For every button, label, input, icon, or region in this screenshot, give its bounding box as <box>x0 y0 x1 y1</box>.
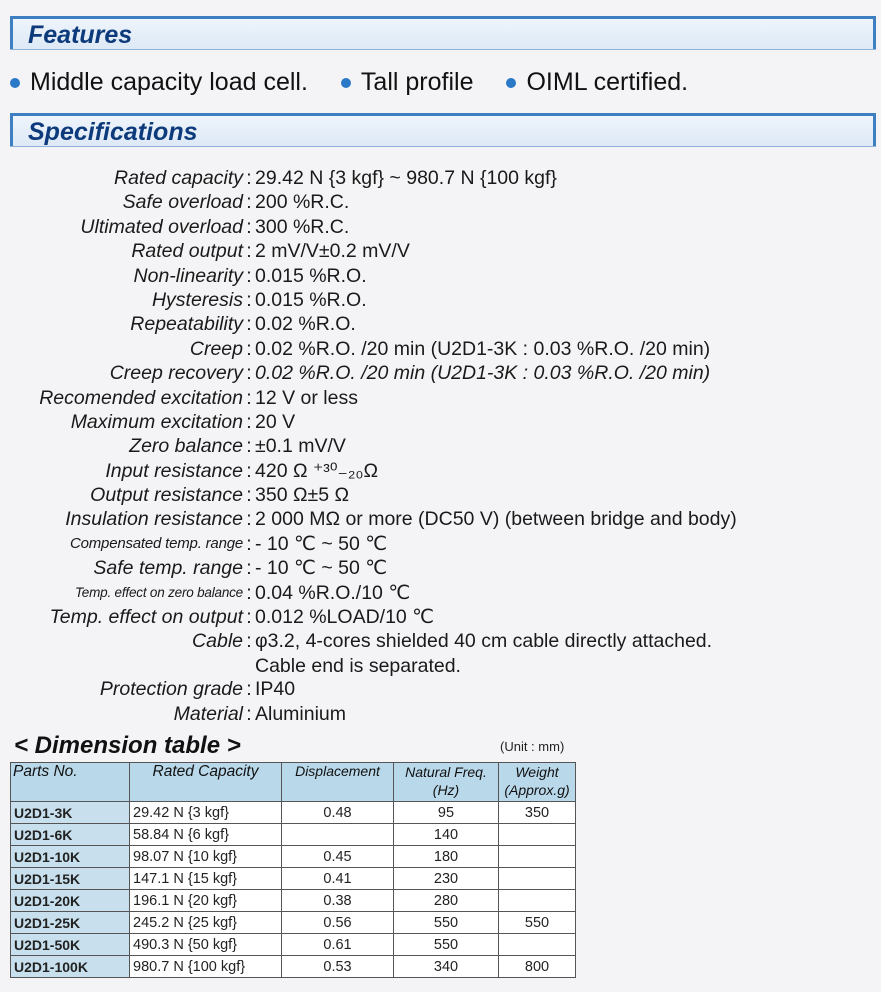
spec-value: 2 mV/V±0.2 mV/V <box>255 240 410 263</box>
natural-freq-cell: 180 <box>394 846 499 868</box>
spec-value: 0.015 %R.O. <box>255 264 367 287</box>
features-header-bar <box>10 16 876 50</box>
spec-row: Input resistance : 420 Ω ⁺³⁰₋₂₀Ω <box>0 459 881 483</box>
rated-capacity-cell: 980.7 N {100 kgf} <box>130 956 282 978</box>
spec-label: Ultimated overload <box>80 215 243 238</box>
spec-value: 200 %R.C. <box>255 191 350 214</box>
natural-freq-cell: 230 <box>394 868 499 890</box>
spec-value: 0.015 %R.O. <box>255 288 367 311</box>
weight-cell: 550 <box>499 912 576 934</box>
spec-row: Hysteresis : 0.015 %R.O. <box>0 288 881 312</box>
spec-label: Material <box>173 702 243 725</box>
dimension-table <box>10 762 576 978</box>
cable-line-1: φ3.2, 4-cores shielded 40 cm cable directly attached. <box>255 630 713 653</box>
spec-value: 0.02 %R.O. /20 min (U2D1-3K : 0.03 %R.O. /20 min) <box>255 362 711 385</box>
bullet-icon <box>10 78 20 88</box>
part-no-cell: U2D1-15K <box>11 868 130 890</box>
spec-value: 300 %R.C. <box>255 215 350 238</box>
part-no-cell: U2D1-3K <box>11 802 130 824</box>
spec-row: Maximum excitation : 20 V <box>0 410 881 434</box>
spec-value: 20 V <box>255 410 296 433</box>
part-no-cell: U2D1-50K <box>11 934 130 956</box>
table-row <box>11 890 576 912</box>
natural-freq-cell: 95 <box>394 802 499 824</box>
spec-row: Rated capacity : 29.42 N {3 kgf} ~ 980.7 N {100 kgf} <box>0 166 881 190</box>
spec-label: Safe temp. range <box>93 557 243 580</box>
spec-value: 0.04 %R.O./10 ℃ <box>255 581 411 604</box>
displacement-cell <box>282 824 394 846</box>
spec-label: Non-linearity <box>133 264 243 287</box>
spec-label: Safe overload <box>122 191 243 214</box>
displacement-cell: 0.45 <box>282 846 394 868</box>
rated-capacity-cell: 196.1 N {20 kgf} <box>130 890 282 912</box>
spec-row: Protection grade : IP40 <box>0 677 881 701</box>
weight-cell: 350 <box>499 802 576 824</box>
spec-row-cable: Cable : φ3.2, 4-cores shielded 40 cm cable directly attached. Cable end is separated. <box>0 629 881 677</box>
spec-label: Zero balance <box>129 435 243 458</box>
displacement-cell: 0.38 <box>282 890 394 912</box>
weight-cell <box>499 868 576 890</box>
weight-cell <box>499 846 576 868</box>
feature-item <box>341 68 474 97</box>
natural-freq-cell: 140 <box>394 824 499 846</box>
spec-value: ±0.1 mV/V <box>255 435 346 458</box>
spec-row: Recomended excitation : 12 V or less <box>0 386 881 410</box>
col-header-weight: Weight (Approx.g) <box>499 763 576 802</box>
spec-row: Temp. effect on zero balance : 0.04 %R.O./10 ℃ <box>0 581 881 605</box>
part-no-cell: U2D1-20K <box>11 890 130 912</box>
spec-row: Material : Aluminium <box>0 702 881 726</box>
spec-row: Non-linearity : 0.015 %R.O. <box>0 264 881 288</box>
spec-value: 0.02 %R.O. <box>255 313 356 336</box>
spec-value: 29.42 N {3 kgf} ~ 980.7 N {100 kgf} <box>255 167 557 189</box>
spec-label: Creep <box>189 337 243 360</box>
natural-freq-cell: 550 <box>394 934 499 956</box>
table-row <box>11 956 576 978</box>
part-no-cell: U2D1-25K <box>11 912 130 934</box>
table-row <box>11 868 576 890</box>
spec-row: Creep recovery : 0.02 %R.O. /20 min (U2D1-3K : 0.03 %R.O. /20 min) <box>0 361 881 385</box>
bullet-icon <box>506 78 516 88</box>
spec-row: Rated output : 2 mV/V±0.2 mV/V <box>0 239 881 263</box>
cable-line-2: Cable end is separated. <box>255 654 461 677</box>
rated-capacity-cell: 29.42 N {3 kgf} <box>130 802 282 824</box>
bullet-icon <box>341 78 351 88</box>
spec-value <box>255 629 712 677</box>
features-list <box>10 68 876 97</box>
spec-row: Zero balance : ±0.1 mV/V <box>0 434 881 458</box>
specifications-title: Specifications <box>28 118 198 146</box>
spec-value: 2 000 MΩ or more (DC50 V) (between bridge and body) <box>255 508 737 531</box>
features-title: Features <box>28 21 133 49</box>
part-no-cell: U2D1-10K <box>11 846 130 868</box>
rated-capacity-cell: 490.3 N {50 kgf} <box>130 934 282 956</box>
displacement-cell: 0.41 <box>282 868 394 890</box>
spec-value: - 10 ℃ ~ 50 ℃ <box>255 532 388 555</box>
spec-value: 420 Ω ⁺³⁰₋₂₀Ω <box>255 459 379 482</box>
natural-freq-cell: 340 <box>394 956 499 978</box>
spec-label: Rated capacity <box>114 167 243 189</box>
weight-cell <box>499 890 576 912</box>
spec-value: IP40 <box>255 678 296 701</box>
spec-label: Repeatability <box>130 313 243 336</box>
part-no-cell: U2D1-100K <box>11 956 130 978</box>
spec-row: Repeatability : 0.02 %R.O. <box>0 312 881 336</box>
natural-freq-cell: 280 <box>394 890 499 912</box>
table-row <box>11 824 576 846</box>
specifications-list <box>0 166 881 726</box>
spec-row: Creep : 0.02 %R.O. /20 min (U2D1-3K : 0.03 %R.O. /20 min) <box>0 337 881 361</box>
spec-value: 0.012 %LOAD/10 ℃ <box>255 606 435 629</box>
spec-label: Cable <box>192 630 243 653</box>
natural-freq-cell: 550 <box>394 912 499 934</box>
unit-note: (Unit : mm) <box>500 739 565 754</box>
displacement-cell: 0.48 <box>282 802 394 824</box>
feature-text: OIML certified. <box>526 68 689 96</box>
spec-label: Temp. effect on zero balance <box>74 584 243 600</box>
spec-label: Hysteresis <box>151 288 243 311</box>
col-header-displacement: Displacement <box>282 763 394 802</box>
displacement-cell: 0.56 <box>282 912 394 934</box>
spec-label: Recomended excitation <box>39 386 243 409</box>
spec-label: Rated output <box>131 240 243 263</box>
dimension-table-title: < Dimension table > <box>14 732 241 759</box>
spec-label: Protection grade <box>99 678 243 701</box>
spec-row: Temp. effect on output : 0.012 %LOAD/10 ℃ <box>0 605 881 629</box>
spec-value: 12 V or less <box>255 386 358 409</box>
weight-cell: 800 <box>499 956 576 978</box>
spec-label: Insulation resistance <box>65 508 243 531</box>
spec-label: Maximum excitation <box>70 410 243 433</box>
spec-row: Safe temp. range : - 10 ℃ ~ 50 ℃ <box>0 556 881 580</box>
spec-label: Temp. effect on output <box>49 606 243 629</box>
specifications-header-bar <box>10 113 876 147</box>
spec-label: Creep recovery <box>109 362 243 385</box>
col-header-natural-freq: Natural Freq. (Hz) <box>394 763 499 802</box>
feature-text: Middle capacity load cell. <box>30 68 308 96</box>
feature-text: Tall profile <box>360 68 474 96</box>
weight-cell <box>499 934 576 956</box>
part-no-cell: U2D1-6K <box>11 824 130 846</box>
spec-label: Output resistance <box>90 484 243 507</box>
rated-capacity-cell: 147.1 N {15 kgf} <box>130 868 282 890</box>
table-header-row <box>11 763 576 802</box>
spec-label: Compensated temp. range <box>69 534 243 552</box>
table-row <box>11 934 576 956</box>
feature-item <box>10 68 308 97</box>
table-row <box>11 912 576 934</box>
rated-capacity-cell: 98.07 N {10 kgf} <box>130 846 282 868</box>
rated-capacity-cell: 245.2 N {25 kgf} <box>130 912 282 934</box>
table-row <box>11 802 576 824</box>
spec-row: Output resistance : 350 Ω±5 Ω <box>0 483 881 507</box>
spec-value: 0.02 %R.O. /20 min (U2D1-3K : 0.03 %R.O. /20 min) <box>255 337 711 360</box>
spec-value: 350 Ω±5 Ω <box>255 484 350 507</box>
displacement-cell: 0.53 <box>282 956 394 978</box>
spec-row: Ultimated overload : 300 %R.C. <box>0 215 881 239</box>
displacement-cell: 0.61 <box>282 934 394 956</box>
weight-cell <box>499 824 576 846</box>
col-header-parts-no: Parts No. <box>11 763 130 802</box>
col-header-rated-capacity: Rated Capacity <box>130 763 282 802</box>
spec-label: Input resistance <box>105 459 243 482</box>
table-row <box>11 846 576 868</box>
spec-value: Aluminium <box>255 702 347 725</box>
rated-capacity-cell: 58.84 N {6 kgf} <box>130 824 282 846</box>
spec-row: Safe overload : 200 %R.C. <box>0 190 881 214</box>
spec-value: - 10 ℃ ~ 50 ℃ <box>255 557 388 580</box>
feature-item <box>506 68 688 97</box>
spec-row: Compensated temp. range : - 10 ℃ ~ 50 ℃ <box>0 532 881 556</box>
spec-row: Insulation resistance : 2 000 MΩ or more (DC50 V) (between bridge and body) <box>0 507 881 531</box>
